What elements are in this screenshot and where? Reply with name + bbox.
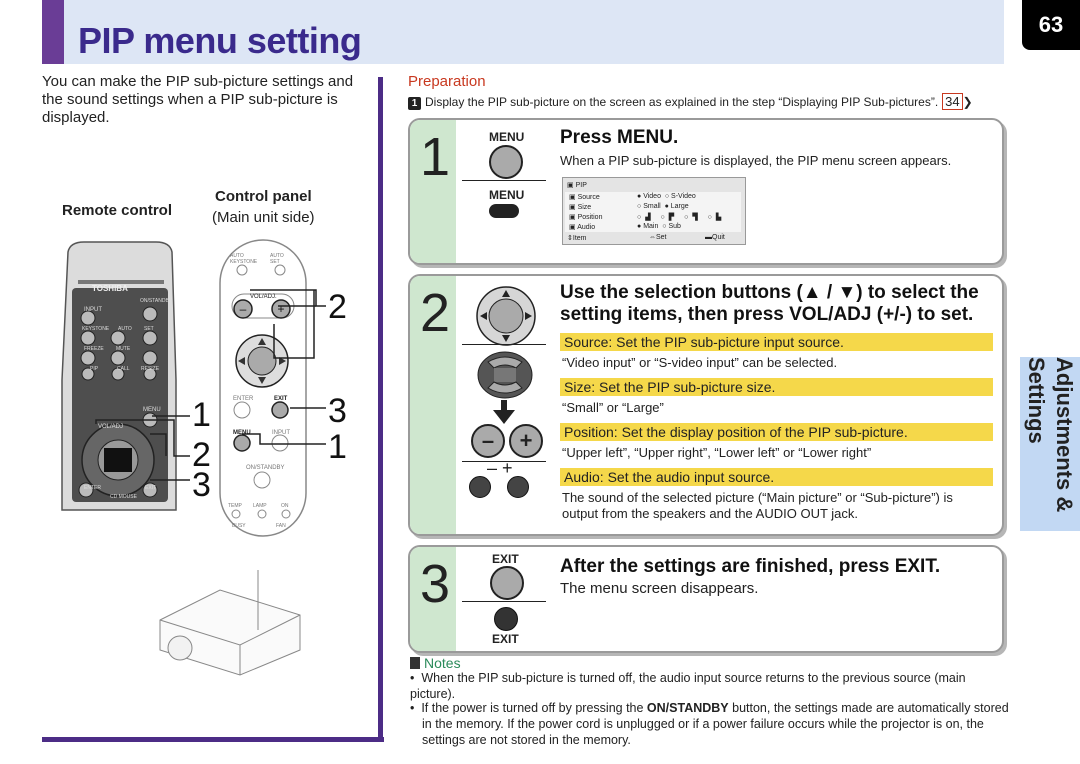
- selection-buttons-illustration: [475, 285, 537, 347]
- position-item-desc: “Upper left”, “Upper right”, “Lower left” or “Lower right”: [562, 445, 872, 460]
- step-3-separator: [462, 601, 546, 602]
- remote-label-input: INPUT: [84, 307, 102, 313]
- arrow-down-icon: [493, 400, 515, 424]
- panel-callout-2: 2: [328, 288, 347, 326]
- step-3-text: The menu screen disappears.: [560, 580, 759, 597]
- section-tab-label: Adjustments & Settings: [1024, 357, 1077, 513]
- panel-label-on: ON: [281, 503, 289, 509]
- source-item-desc: “Video input” or “S-video input” can be selected.: [562, 355, 838, 370]
- panel-label-enter: ENTER: [233, 396, 254, 402]
- step-2-separator-1: [462, 344, 546, 345]
- intro-text: You can make the PIP sub-picture settings and the sound settings when a PIP sub-picture is displayed.: [42, 73, 354, 126]
- remote-label-exit: EXIT: [145, 485, 157, 491]
- on-standby-term: ON/STANDBY: [646, 701, 729, 715]
- remote-callout-2: 2: [192, 436, 211, 474]
- step-2-number: 2: [420, 283, 451, 343]
- panel-label-busy: BUSY: [232, 523, 246, 529]
- panel-label-vol-adj: VOL/ADJ.: [250, 294, 277, 300]
- remote-label-menu: MENU: [143, 407, 161, 413]
- notes-icon: [410, 657, 420, 669]
- osd-title: PIP: [575, 182, 587, 189]
- remote-brand: TOSHIBA: [92, 284, 128, 293]
- step-1-heading: Press MENU.: [560, 127, 679, 148]
- chevron-right-icon: ❯: [962, 95, 973, 109]
- exit-button[interactable]: [490, 566, 524, 600]
- osd-position-options: ○▟ ○▛ ○▜ ○▙: [637, 214, 726, 221]
- panel-label-menu: MENU: [233, 430, 251, 436]
- note-item-2-text: If the power is turned off by pressing the ON/STANDBY button, the settings made are automatically stored in the memory. If the power cord is unplugged or if a power failure occurs while the projector is on, the settings are not stored in the memory.: [421, 701, 1009, 747]
- size-item-label: Size: Set the PIP sub-picture size.: [560, 378, 993, 396]
- notes-title: Notes: [424, 655, 461, 671]
- preparation-text: [408, 93, 973, 110]
- remote-label-keystone: KEYSTONE: [82, 326, 110, 332]
- audio-item-label: Audio: Set the audio input source.: [560, 468, 993, 486]
- audio-item-desc: The sound of the selected picture (“Main picture” or “Sub-picture”) is output from the speakers and the AUDIO OUT jack.: [562, 490, 953, 521]
- position-item-label: Position: Set the display position of the PIP sub-picture.: [560, 423, 993, 441]
- control-panel-label: Control panel: [215, 188, 312, 205]
- remote-callout-lines: [90, 400, 200, 490]
- vol-plus-button[interactable]: +: [509, 424, 543, 458]
- panel-label-lamp: LAMP: [253, 503, 267, 509]
- remote-vol-minus-button[interactable]: [469, 476, 491, 498]
- control-panel-sublabel: (Main unit side): [212, 209, 315, 226]
- panel-label-auto-set: AUTO SET: [270, 253, 284, 265]
- step-2-heading-line-1: Use the selection buttons (▲ / ▼) to select the: [560, 282, 979, 303]
- pip-osd-menu: ▣ PIP ▣ Source ● Video ○ S-Video ▣ Size ○ Small ● Large ▣ Position ○▟ ○▛ ○▜ ○▙ ▣ Audio ● Main ○ Sub ⇕Item ⇔Set ▬Quit: [562, 177, 746, 245]
- panel-label-auto-keystone: AUTO KEYSTONE: [230, 253, 258, 265]
- source-item-label: Source: Set the PIP sub-picture input source.: [560, 333, 993, 351]
- note-item-2: • If the power is turned off by pressing the ON/STANDBY button, the settings made are automatically stored in the memory. If the power cord is unplugged or if a power failure occurs while the projector is on, the settings are not stored in the memory.: [410, 701, 1009, 747]
- svg-text:+: +: [277, 302, 285, 316]
- vol-minus-button[interactable]: –: [471, 424, 505, 458]
- remote-label-enter: ENTER: [84, 485, 101, 491]
- page-number: 63: [1022, 0, 1080, 50]
- remote-label-cd-mouse: CD MOUSE: [110, 494, 137, 500]
- remote-label-resize: RESIZE: [141, 366, 160, 372]
- menu-panel-button[interactable]: [489, 204, 519, 218]
- step-3-number: 3: [420, 554, 451, 614]
- page-title: PIP menu setting: [78, 20, 362, 61]
- step-1-text: When a PIP sub-picture is displayed, the PIP menu screen appears.: [560, 153, 952, 168]
- osd-row-audio: ▣ Audio: [569, 224, 596, 231]
- osd-row-source: ▣ Source: [569, 194, 600, 201]
- remote-label-auto: AUTO: [118, 326, 132, 332]
- remote-callout-3: 3: [192, 466, 211, 504]
- preparation-item-text: Display the PIP sub-picture on the screen as explained in the step “Displaying PIP Sub-pictures”.: [425, 95, 939, 109]
- remote-label-vol-adj: VOL/ADJ: [98, 424, 124, 430]
- preparation-item-number: 1: [408, 97, 421, 110]
- remote-label-on-standby: ON/STANDBY: [140, 298, 173, 304]
- remote-label-pip: PIP: [90, 366, 99, 372]
- step-2-heading-line-2: setting items, then press VOL/ADJ (+/-) to set.: [560, 304, 974, 325]
- remote-vol-plus-button[interactable]: [507, 476, 529, 498]
- size-item-desc: “Small” or “Large”: [562, 400, 664, 415]
- panel-label-temp: TEMP: [228, 503, 242, 509]
- remote-callout-1: 1: [192, 396, 211, 434]
- menu-button[interactable]: [489, 145, 523, 179]
- panel-label-exit: EXIT: [274, 396, 288, 402]
- step-3-exit-label: EXIT: [492, 552, 519, 566]
- osd-row-position: ▣ Position: [569, 214, 603, 221]
- monitor-icon: ▣: [567, 182, 574, 189]
- osd-row-size: ▣ Size: [569, 204, 592, 211]
- svg-text:–: –: [239, 302, 247, 316]
- exit-remote-button[interactable]: [494, 607, 518, 631]
- header-accent: [42, 0, 64, 64]
- step-3-exit-label-remote: EXIT: [492, 632, 519, 646]
- step-1-separator: [462, 180, 546, 181]
- note-item-1: • When the PIP sub-picture is turned off, the audio input source returns to the previous source (main picture).: [410, 671, 966, 701]
- panel-callout-1: 1: [328, 428, 347, 466]
- page-reference-link[interactable]: 34: [942, 93, 962, 110]
- step-1-menu-label-panel: MENU: [489, 188, 525, 202]
- remote-selection-pad-illustration: [476, 350, 534, 400]
- step-1-number: 1: [420, 127, 451, 187]
- remote-label-call: CALL: [117, 366, 130, 372]
- remote-minus-plus-label: – +: [487, 458, 513, 478]
- panel-label-input: INPUT: [272, 430, 290, 436]
- remote-control-label: Remote control: [62, 202, 173, 219]
- remote-label-mute: MUTE: [116, 346, 131, 352]
- panel-label-on-standby: ON/STANDBY: [246, 465, 285, 471]
- panel-label-fan: FAN: [276, 523, 286, 529]
- remote-label-freeze: FREEZE: [84, 346, 104, 352]
- column-divider: [378, 77, 383, 740]
- bottom-rule: [42, 737, 384, 742]
- projector-illustration: [150, 570, 310, 680]
- panel-callout-3: 3: [328, 392, 347, 430]
- remote-label-set: SET: [144, 326, 154, 332]
- step-3-heading: After the settings are finished, press EXIT.: [560, 556, 941, 577]
- preparation-title: Preparation: [408, 73, 486, 90]
- step-1-menu-label: MENU: [489, 130, 525, 144]
